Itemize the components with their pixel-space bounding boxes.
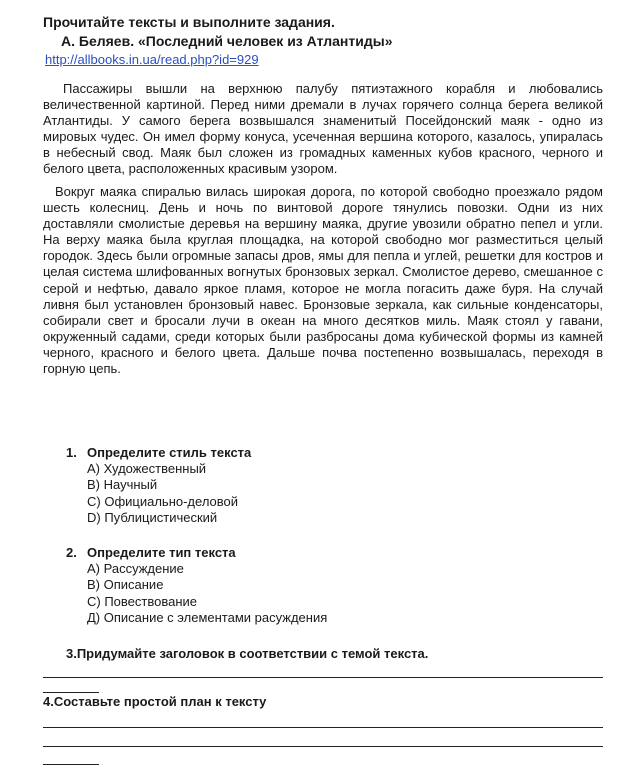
answer-option: В) Описание xyxy=(87,577,164,593)
question-2 xyxy=(66,545,327,626)
answer-option: В) Научный xyxy=(87,477,158,493)
text-paragraph-1: Пассажиры вышли на верхнюю палубу пятиэтажного корабля и любовались величественной картиной. Перед ними дремали в лучах горячего солнца берега великой Атлантиды. У самого берега возвышался знаменитый Посейдонский маяк - одно из мировых чудес. Он имел форму конуса, усеченная вершина которого, казалось, упиралась в небесный свод. Маяк был сложен из громадных каменных кубов красного, черного и белого цвета, расположенных красивым узором. xyxy=(43,81,603,177)
question-number: 1. xyxy=(66,445,77,460)
instruction-heading: Прочитайте тексты и выполните задания. xyxy=(43,14,335,30)
question-title: Определите тип текста xyxy=(87,545,236,560)
answer-line-short xyxy=(43,764,99,765)
answer-option: С) Официально-деловой xyxy=(87,493,239,509)
task-4-heading: 4.Составьте простой план к тексту xyxy=(43,694,267,709)
question-title: Определите стиль текста xyxy=(87,445,252,460)
answer-option: Д) Описание с элементами расуждения xyxy=(87,609,328,625)
answer-line xyxy=(43,746,603,747)
answer-option: А) Художественный xyxy=(87,461,207,477)
question-1 xyxy=(66,445,251,526)
answer-line xyxy=(43,677,603,678)
answer-option: С) Повествование xyxy=(87,593,197,609)
question-number: 2. xyxy=(66,545,77,560)
source-link[interactable]: http://allbooks.in.ua/read.php?id=929 xyxy=(45,52,259,67)
task-3-heading: 3.Придумайте заголовок в соответствии с темой текста. xyxy=(66,646,429,661)
source-title: А. Беляев. «Последний человек из Атлантиды» xyxy=(61,33,393,49)
answer-line-short xyxy=(43,692,99,693)
text-paragraph-2: Вокруг маяка спиралью вилась широкая дорога, по которой свободно проезжало рядом шесть колесниц. День и ночь по винтовой дороге тянулись повозки. Одни из них доставляли смолистые деревья на вершину маяка, другие увозили обратно пепел и угли. На верху маяка была круглая площадка, на которой свободно мог разместиться целый городок. Здесь были огромные запасы дров, ямы для пепла и углей, решетки для костров и целая система шлифованных вогнутых бронзовых зеркал. Смолистое дерево, смешанное с серой и нефтью, давало яркое пламя, которое не могла погасить даже буря. На случай ливня был установлен бронзовый навес. Бронзовые зеркала, как сильные конденсаторы, собирали свет и бросали лучи в океан на много десятков миль. Маяк стоял у гавани, окруженный садами, среди которых были разбросаны дома кубической формы из камней черного, красного и белого цвета. Дальше почва постепенно возвышалась, переходя в горную цепь. xyxy=(43,184,603,377)
answer-option: D) Публицистический xyxy=(87,509,218,525)
answer-option: А) Рассуждение xyxy=(87,561,184,577)
answer-line xyxy=(43,727,603,728)
